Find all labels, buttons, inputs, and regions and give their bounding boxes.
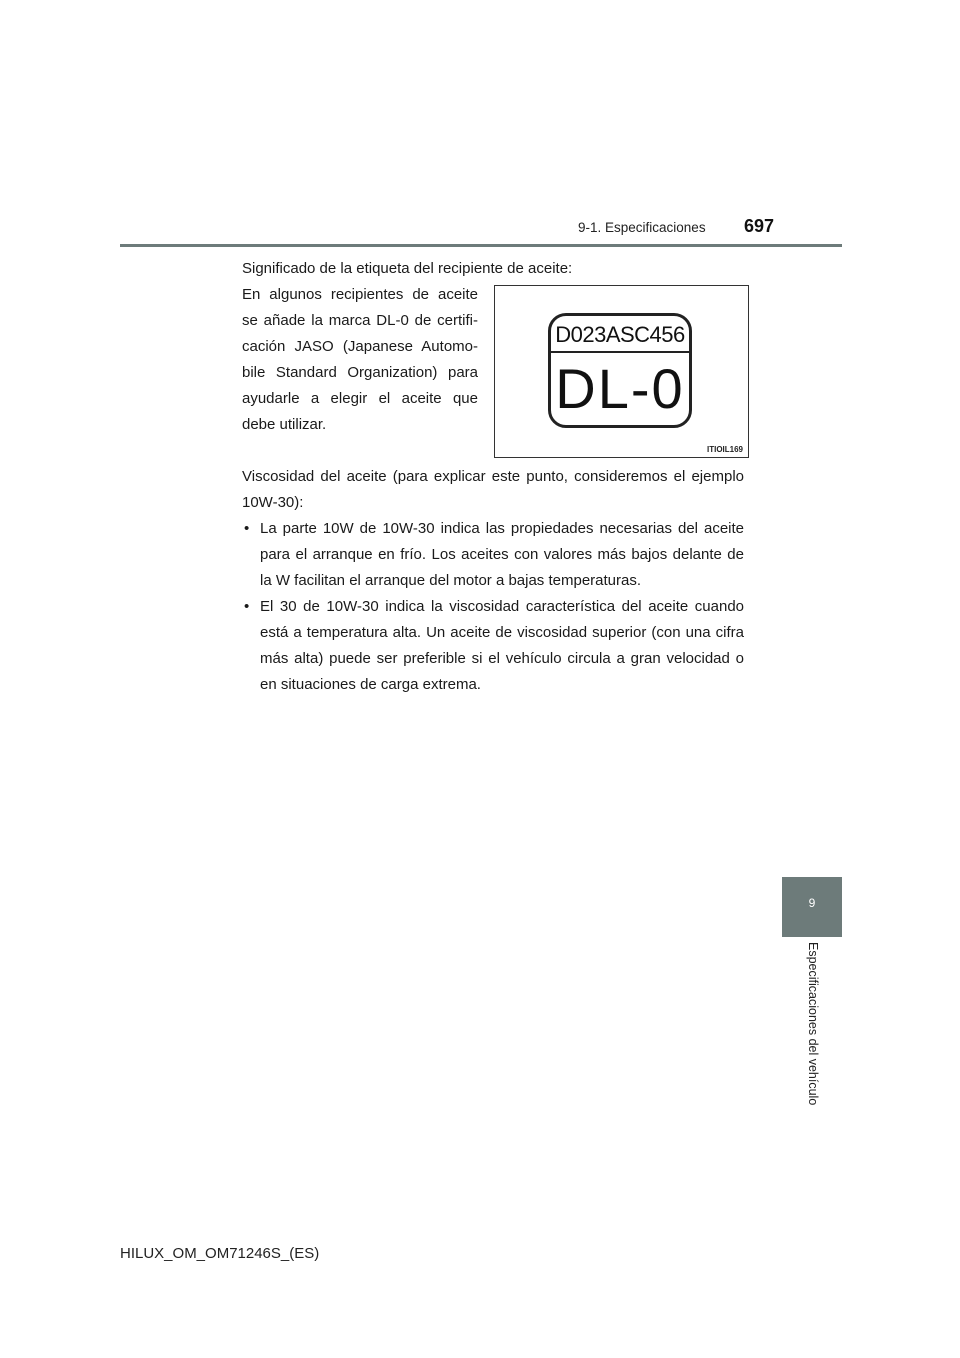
jaso-description: En algunos recipientes de aceite se añade la marca DL-0 de certifi-cación JASO (Japanese Automo-bile Standard Organization) para ayudarle a elegir el aceite que debe utilizar. (242, 286, 478, 433)
page-number: 697 (744, 216, 775, 236)
list-item (242, 516, 744, 594)
chapter-title: Especificaciones del vehículo (806, 942, 820, 1106)
label-code-text: D023ASC456 (551, 316, 689, 353)
viscosity-paragraph: Viscosidad del aceite (para explicar este punto, consideremos el ejemplo 10W-30): (242, 468, 744, 511)
figure-id: ITIOIL169 (706, 445, 743, 454)
header-section-title: 9-1. Especificaciones (578, 220, 706, 235)
bullet-text: La parte 10W de 10W-30 indica las propiedades necesarias del aceite para el arranque en frío. Los aceites con valores más bajos delante de la W facilitan el arranque del motor a bajas temperaturas. (260, 520, 744, 589)
oil-label-figure (494, 285, 749, 458)
document-code: HILUX_OM_OM71246S_(ES) (120, 1245, 320, 1262)
bullet-icon: • (244, 598, 250, 615)
bullet-text: El 30 de 10W-30 indica la viscosidad característica del aceite cuando está a temperatura alta. Un aceite de viscosidad superior (con una cifra más alta) puede ser preferible si el vehículo circula a gran velocidad o en situaciones de carga extrema. (260, 598, 744, 693)
chapter-tab (782, 877, 842, 937)
bullet-icon: • (244, 520, 250, 537)
list-item (242, 594, 744, 698)
oil-container-label (548, 313, 692, 428)
intro-paragraph: Significado de la etiqueta del recipiente de aceite: (242, 260, 573, 277)
label-dl0-mark: DL-0 (555, 357, 685, 420)
chapter-number: 9 (808, 896, 816, 910)
header-divider (120, 244, 842, 247)
chapter-side-label (782, 942, 842, 1117)
viscosity-bullet-list (242, 516, 744, 698)
